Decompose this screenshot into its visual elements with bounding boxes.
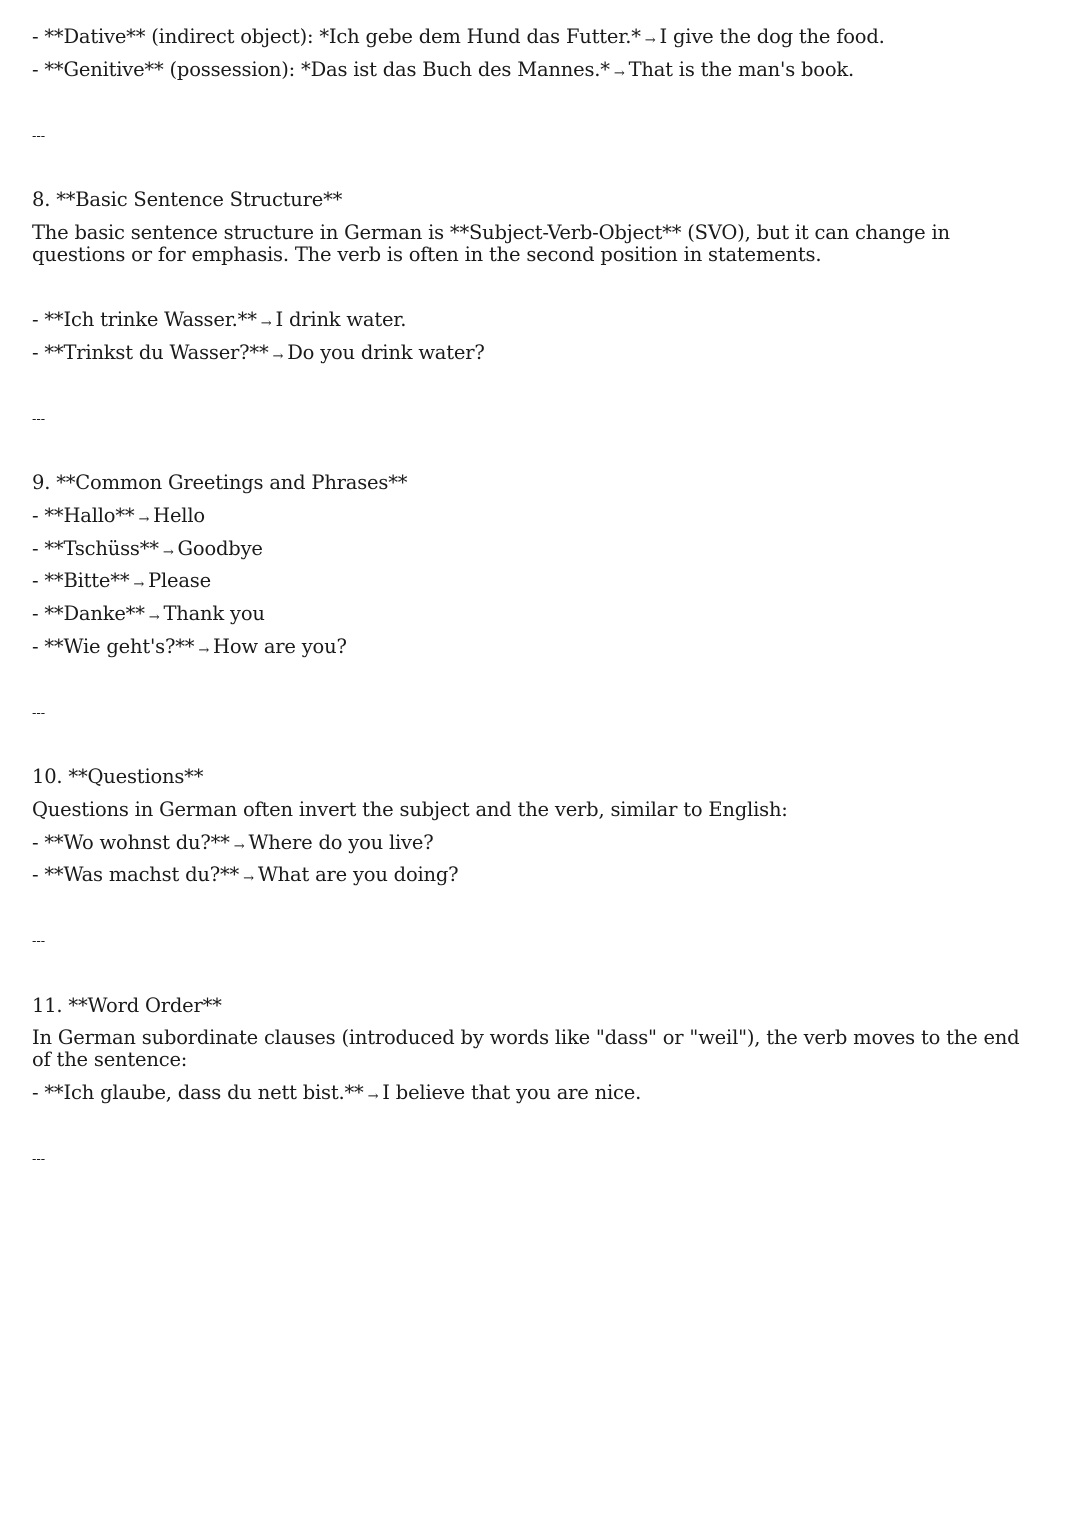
phrase-line <box>32 636 347 661</box>
german-text: - **Wo wohnst du?** <box>32 831 230 854</box>
case-dative-line <box>32 26 885 51</box>
separator: --- <box>32 412 46 427</box>
arrow-icon: → <box>644 33 656 48</box>
arrow-icon: → <box>367 1089 379 1104</box>
separator: --- <box>32 706 46 721</box>
english-text: That is the man's book. <box>628 58 854 81</box>
german-text: - **Was machst du?** <box>32 863 240 886</box>
english-text: Hello <box>153 504 205 527</box>
example-line <box>32 309 406 334</box>
german-text: - **Trinkst du Wasser?** <box>32 341 269 364</box>
example-line <box>32 1082 641 1107</box>
english-text: Do you drink water? <box>287 341 485 364</box>
english-text: Thank you <box>163 602 265 625</box>
english-text: Goodbye <box>177 537 263 560</box>
separator: --- <box>32 934 46 949</box>
arrow-icon: → <box>148 610 160 625</box>
german-text: - **Bitte** <box>32 569 130 592</box>
german-text: - **Dative** (indirect object): *Ich gebe dem Hund das Futter.* <box>32 25 641 48</box>
arrow-icon: → <box>272 349 284 364</box>
english-text: I drink water. <box>275 308 407 331</box>
arrow-icon: → <box>133 577 145 592</box>
german-text: - **Ich trinke Wasser.** <box>32 308 257 331</box>
section-body: In German subordinate clauses (introduced by words like "dass" or "weil"), the verb moves to the end of the sentence: <box>32 1026 1020 1071</box>
german-text: - **Tschüss** <box>32 537 159 560</box>
arrow-icon: → <box>138 512 150 527</box>
arrow-icon: → <box>198 643 210 658</box>
separator: --- <box>32 1152 46 1167</box>
section-heading: 8. **Basic Sentence Structure** <box>32 188 343 211</box>
english-text: Please <box>148 569 211 592</box>
phrase-line <box>32 538 263 563</box>
german-text: - **Ich glaube, dass du nett bist.** <box>32 1081 364 1104</box>
example-line <box>32 832 433 857</box>
arrow-icon: → <box>162 545 174 560</box>
arrow-icon: → <box>260 316 272 331</box>
case-genitive-line <box>32 59 854 84</box>
arrow-icon: → <box>233 839 245 854</box>
arrow-icon: → <box>243 871 254 886</box>
english-text: What are you doing? <box>257 863 459 886</box>
section-body: The basic sentence structure in German is **Subject-Verb-Object** (SVO), but it can change in questions or for emphasis. The verb is often in the second position in statements. <box>32 221 950 266</box>
section-heading: 9. **Common Greetings and Phrases** <box>32 471 408 494</box>
section-body: Questions in German often invert the subject and the verb, similar to English: <box>32 798 788 821</box>
english-text: I believe that you are nice. <box>382 1081 642 1104</box>
english-text: Where do you live? <box>248 831 434 854</box>
german-text: - **Hallo** <box>32 504 135 527</box>
example-line <box>32 342 485 367</box>
example-line <box>32 864 458 889</box>
german-text: - **Genitive** (possession): *Das ist das Buch des Mannes.* <box>32 58 610 81</box>
phrase-line <box>32 505 205 530</box>
phrase-line <box>32 570 211 595</box>
english-text: How are you? <box>213 635 347 658</box>
arrow-icon: → <box>613 66 625 81</box>
separator: --- <box>32 129 46 144</box>
german-text: - **Danke** <box>32 602 145 625</box>
english-text: I give the dog the food. <box>659 25 885 48</box>
section-heading: 11. **Word Order** <box>32 994 222 1017</box>
phrase-line <box>32 603 265 628</box>
section-heading: 10. **Questions** <box>32 765 204 788</box>
german-text: - **Wie geht's?** <box>32 635 195 658</box>
